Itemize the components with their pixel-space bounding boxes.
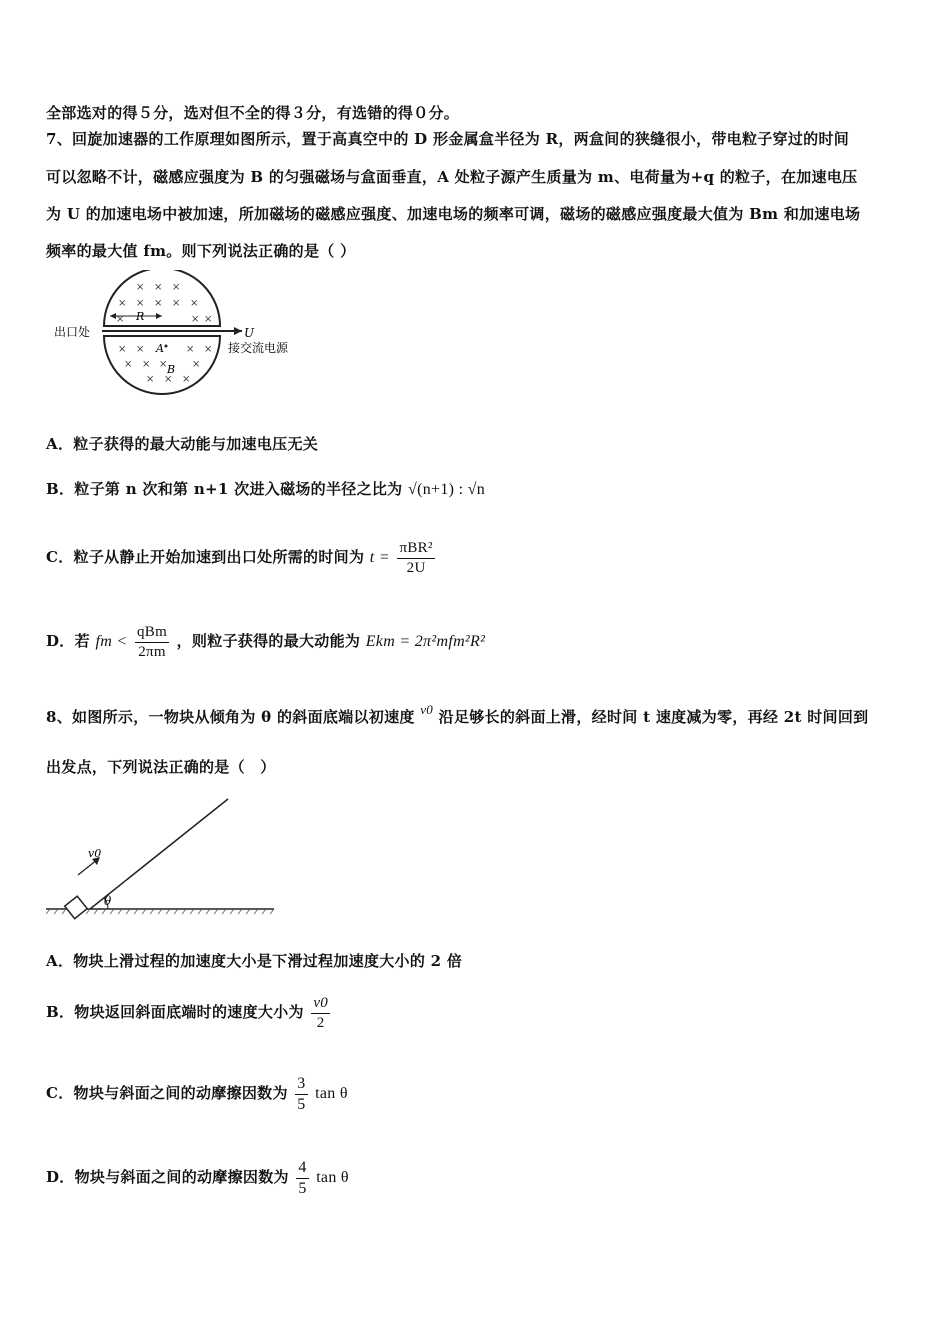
fraction-numerator: 4 xyxy=(296,1159,308,1179)
angle-theta-label: θ xyxy=(104,894,112,908)
q7-option-b-formula: √(n+1) : √n xyxy=(408,481,486,498)
fraction-denominator: 2U xyxy=(406,559,426,576)
fraction-numerator: πBR² xyxy=(397,540,434,559)
svg-text:×: × xyxy=(204,344,213,355)
q7-option-d xyxy=(46,624,908,660)
q7-option-d-fraction xyxy=(135,624,169,660)
exit-label: 出口处 xyxy=(54,325,91,339)
q8-option-d-text: D．物块与斜面之间的动摩擦因数为 xyxy=(46,1168,289,1187)
q8-option-d xyxy=(46,1159,908,1197)
svg-text:×: × xyxy=(159,359,168,370)
q8-stem-part-2: 沿足够长的斜面上滑，经时间 t 速度减为零，再经 2t 时间回到 xyxy=(438,708,869,726)
q8-option-c xyxy=(46,1075,908,1113)
fraction-numerator: qBm xyxy=(135,624,169,643)
q7-option-d-energy-formula: Ekm = 2π²mfm²R² xyxy=(365,633,486,650)
svg-text:×: × xyxy=(146,374,155,385)
svg-text:×: × xyxy=(124,359,133,370)
radius-label: R xyxy=(136,310,145,323)
q8-stem-part-1: 8、如图所示，一物块从倾角为 θ 的斜面底端以初速度 xyxy=(46,708,415,726)
q7-option-d-middle-text: ，则粒子获得的最大动能为 xyxy=(176,632,361,650)
field-b-label: B xyxy=(167,363,176,376)
svg-text:×: × xyxy=(164,374,173,385)
voltage-label: U xyxy=(244,326,255,340)
svg-text:×: × xyxy=(192,359,201,370)
q8-option-c-tan-theta: tan θ xyxy=(315,1085,348,1103)
q8-option-c-text: C．物块与斜面之间的动摩擦因数为 xyxy=(46,1084,288,1103)
q8-stem-line-2: 出发点，下列说法正确的是（ ） xyxy=(46,758,276,776)
q8-option-b xyxy=(46,995,908,1031)
svg-text:×: × xyxy=(154,282,163,293)
svg-text:×: × xyxy=(118,344,127,355)
q7-stem-line-3: 为 U 的加速电场中被加速，所加磁场的磁感应强度、加速电场的频率可调，磁场的磁感应强度最大值为 Bm 和加速电场 xyxy=(46,205,861,223)
scoring-rule-text: 全部选对的得５分，选对但不全的得３分，有选错的得０分。 xyxy=(46,104,460,122)
q8-option-d-fraction xyxy=(296,1159,308,1197)
q7-option-d-text: D．若 xyxy=(46,632,90,650)
svg-text:×: × xyxy=(190,298,199,309)
q8-option-b-text: B．物块返回斜面底端时的速度大小为 xyxy=(46,1003,304,1021)
q7-option-b-text: B．粒子第 n 次和第 n+1 次进入磁场的半径之比为 xyxy=(46,480,403,498)
fraction-denominator: 2πm xyxy=(138,643,166,660)
q7-option-c xyxy=(46,540,908,576)
q8-option-a: A．物块上滑过程的加速度大小是下滑过程加速度大小的 2 倍 xyxy=(46,952,463,970)
q7-stem-line-4: 频率的最大值 fm。则下列说法正确的是（ ） xyxy=(46,242,356,260)
svg-text:×: × xyxy=(191,314,200,325)
q8-incline-figure xyxy=(46,795,278,920)
q7-option-c-text: C．粒子从静止开始加速到出口处所需的时间为 xyxy=(46,548,365,566)
q7-stem-line-1: 7、回旋加速器的工作原理如图所示，置于高真空中的 D 形金属盒半径为 R，两盒间的狭缝很小，带电粒子穿过的时间 xyxy=(46,130,850,148)
q7-option-b xyxy=(46,478,908,499)
initial-velocity-label: v0 xyxy=(88,847,102,860)
fraction-numerator: v0 xyxy=(311,995,330,1014)
svg-text:×: × xyxy=(118,298,127,309)
q8-stem-line-1 xyxy=(46,702,908,727)
ac-power-label: 接交流电源 xyxy=(228,341,289,355)
q8-initial-velocity-symbol: v0 xyxy=(420,702,434,717)
svg-text:×: × xyxy=(204,314,213,325)
svg-text:×: × xyxy=(142,359,151,370)
fraction-denominator: 2 xyxy=(316,1014,325,1031)
q8-option-d-tan-theta: tan θ xyxy=(316,1169,349,1187)
q7-option-c-lhs: t = xyxy=(369,549,390,566)
q7-option-c-fraction xyxy=(397,540,434,576)
q7-option-d-condition-lhs: fm < xyxy=(95,633,128,650)
svg-text:×: × xyxy=(172,282,181,293)
q7-option-a: A．粒子获得的最大动能与加速电压无关 xyxy=(46,435,319,453)
svg-text:×: × xyxy=(136,282,145,293)
q7-stem-line-2: 可以忽略不计，磁感应强度为 B 的匀强磁场与盒面垂直，A 处粒子源产生质量为 m、电荷量为+q 的粒子，在加速电压 xyxy=(46,168,858,186)
fraction-denominator: 5 xyxy=(298,1179,307,1197)
svg-text:×: × xyxy=(186,344,195,355)
source-a-label: A xyxy=(156,342,164,355)
svg-text:×: × xyxy=(182,374,191,385)
q8-option-b-fraction xyxy=(311,995,330,1031)
fraction-denominator: 5 xyxy=(297,1095,306,1113)
svg-text:×: × xyxy=(116,314,125,325)
svg-text:×: × xyxy=(172,298,181,309)
fraction-numerator: 3 xyxy=(295,1075,307,1095)
svg-text:×: × xyxy=(154,298,163,309)
svg-text:×: × xyxy=(136,298,145,309)
q7-cyclotron-figure xyxy=(46,270,316,400)
svg-text:×: × xyxy=(136,344,145,355)
q8-option-c-fraction xyxy=(295,1075,307,1113)
